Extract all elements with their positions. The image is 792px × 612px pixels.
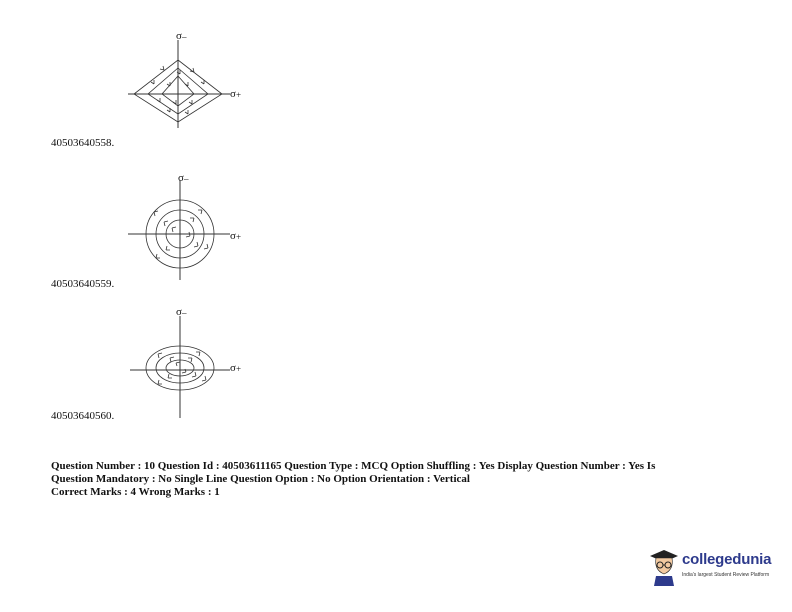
option-id-1: 40503640558. (51, 137, 115, 149)
logo-tagline: India's largest Student Review Platform (682, 572, 770, 578)
axis-label-sigma-plus: $\sigma_+$ (230, 230, 242, 242)
axis-label-sigma-minus: $\sigma_-$ (178, 172, 189, 184)
phase-portrait-diamond (120, 30, 240, 130)
option-id-3: 40503640560. (51, 410, 115, 422)
axis-label-sigma-minus: $\sigma_-$ (176, 306, 187, 318)
axis-label-sigma-plus: $\sigma_+$ (230, 88, 242, 100)
question-meta-line-1: Question Number : 10 Question Id : 40503611165 Question Type : MCQ Option Shuffling : Yes Display Question Number : Yes Is (51, 460, 656, 472)
axis-label-sigma-plus: $\sigma_+$ (230, 362, 242, 374)
question-meta (51, 460, 751, 499)
collegedunia-logo (648, 548, 788, 588)
question-marks: Correct Marks : 4 Wrong Marks : 1 (51, 486, 220, 498)
student-mascot-icon (648, 548, 680, 586)
axis-label-sigma-minus: $\sigma_-$ (176, 30, 187, 42)
phase-portrait-ellipses (120, 306, 240, 420)
question-meta-line-2: Question Mandatory : No Single Line Question Option : No Option Orientation : Vertical (51, 473, 470, 485)
phase-portrait-circles (120, 172, 240, 282)
logo-wordmark: collegedunia (682, 551, 772, 568)
option-id-2: 40503640559. (51, 278, 115, 290)
